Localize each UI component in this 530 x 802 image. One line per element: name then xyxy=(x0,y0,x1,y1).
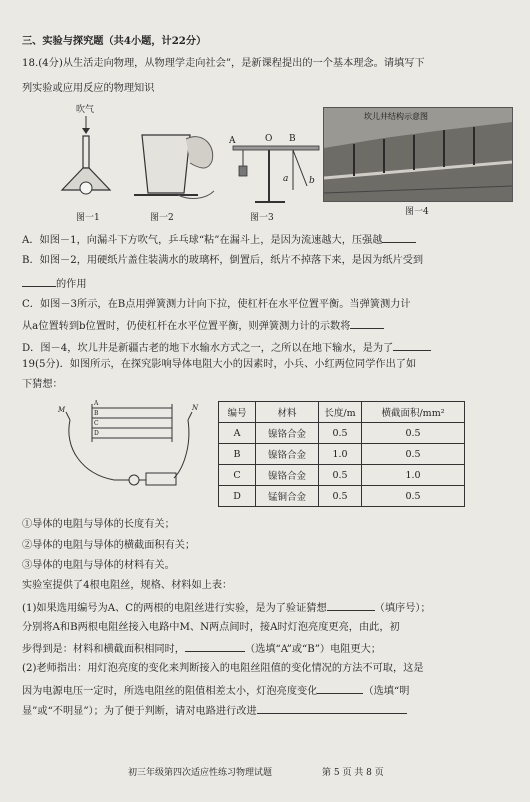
table-cell: 0.5 xyxy=(319,486,362,507)
q18-option-c-2 xyxy=(22,318,384,333)
figure-2-cup xyxy=(120,115,220,205)
q19-intro-1: 19(5分)．如图所示，在探究影响导体电阻大小的因素时，小兵、小红两位同学作出了如 xyxy=(22,359,417,370)
figure-2-caption: 图一2 xyxy=(150,213,174,223)
footer-page-number: 第 5 页 共 8 页 xyxy=(322,768,384,778)
table-cell: 0.5 xyxy=(362,486,465,507)
table-cell: 0.5 xyxy=(319,465,362,486)
table-cell: 1.0 xyxy=(362,465,465,486)
table-row xyxy=(219,465,465,486)
terminal-label-n: N xyxy=(192,404,199,412)
section-title: 三、实验与探究题（共4小题，计22分） xyxy=(22,35,207,47)
table-header: 长度/m xyxy=(319,402,362,423)
table-cell: 镍铬合金 xyxy=(256,465,319,486)
wire-label-c: C xyxy=(94,420,99,427)
q19-part1-hint: （填序号）； xyxy=(374,603,431,614)
table-header: 横截面积/mm² xyxy=(362,402,465,423)
q19-part1-line3 xyxy=(22,641,381,656)
guess-3: ③导体的电阻与导体的材料有关。 xyxy=(22,560,175,571)
table-cell: 0.5 xyxy=(319,423,362,444)
q19-part1-line2: 分别将A和B两根电阻丝接入电路中M、N两点间时，接A时灯泡亮度更亮，由此，初 xyxy=(22,622,400,633)
q18-option-b-2 xyxy=(22,276,87,291)
q18-option-d xyxy=(22,340,431,355)
lever-label-a: A xyxy=(229,136,236,146)
table-cell: 镍铬合金 xyxy=(256,444,319,465)
figure-3-lever xyxy=(225,130,325,210)
table-cell: 0.5 xyxy=(362,444,465,465)
q19-part2-line2-a: 因为电源电压一定时，所选电阻丝的阻值相差太小，灯泡亮度变化 xyxy=(22,686,318,697)
q18-intro-1: 18.(4分)从生活走向物理，从物理学走向社会”，是新课程提出的一个基本理念。请填写下 xyxy=(22,58,425,69)
resistor-spec-table xyxy=(218,401,465,507)
table-cell: 锰铜合金 xyxy=(256,486,319,507)
q19-part1-text: (1)如果选用编号为A、C的两根的电阻丝进行实验，是为了验证猜想 xyxy=(22,603,327,614)
table-cell: 镍铬合金 xyxy=(256,423,319,444)
wire-label-b: B xyxy=(94,410,99,417)
q18-option-b-2-text: 的作用 xyxy=(56,279,87,290)
q19-part2-line3 xyxy=(22,703,407,718)
table-header-row xyxy=(219,402,465,423)
table-header: 材料 xyxy=(256,402,319,423)
q19-guess-blank[interactable] xyxy=(327,600,375,611)
lever-label-pos-a: a xyxy=(283,174,289,184)
table-row xyxy=(219,444,465,465)
footer-title: 初三年级第四次适应性练习物理试题 xyxy=(128,768,273,778)
q19-brightness-blank[interactable] xyxy=(317,683,363,694)
table-header: 编号 xyxy=(219,402,256,423)
lever-label-b: B xyxy=(289,134,296,144)
q18-option-c-2-text: 从a位置转到b位置时，仍使杠杆在水平位置平衡，则弹簧测力计的示数将 xyxy=(22,321,351,332)
table-row xyxy=(219,423,465,444)
guess-2: ②导体的电阻与导体的横截面积有关； xyxy=(22,540,196,551)
figure-4-caption: 图一4 xyxy=(405,207,429,217)
table-cell: A xyxy=(219,423,256,444)
q18-d-blank[interactable] xyxy=(393,340,431,351)
q19-part2-line2 xyxy=(22,683,409,698)
q18-b-blank[interactable] xyxy=(22,276,56,287)
q18-c-blank[interactable] xyxy=(350,318,384,329)
q18-option-a-text: A．如图－1，向漏斗下方吹气，乒乓球“粘”在漏斗上，是因为流速越大，压强越 xyxy=(22,235,383,246)
lever-label-pos-b: b xyxy=(309,176,315,186)
wire-label-d: D xyxy=(94,430,99,437)
lever-label-o: O xyxy=(265,134,273,144)
table-cell: B xyxy=(219,444,256,465)
table-row xyxy=(219,486,465,507)
q18-option-d-text: D．图－4，坎儿井是新疆古老的地下水输水方式之一，之所以在地下输水，是为了 xyxy=(22,343,394,354)
table-cell: C xyxy=(219,465,256,486)
q18-intro-2: 列实验或应用反应的物理知识 xyxy=(22,83,155,94)
figure-4-title: 坎儿井结构示意图 xyxy=(364,112,428,121)
q18-option-a xyxy=(22,232,416,247)
circuit-diagram xyxy=(42,398,202,493)
figure-1-caption: 图一1 xyxy=(76,213,100,223)
q18-a-blank[interactable] xyxy=(382,232,416,243)
lab-provided: 实验室提供了4根电阻丝，规格、材料如上表： xyxy=(22,580,233,591)
q19-intro-2: 下猜想： xyxy=(22,379,63,390)
table-cell: 1.0 xyxy=(319,444,362,465)
q19-improve-blank[interactable] xyxy=(257,703,407,714)
q18-option-b-1: B．如图－2，用硬纸片盖住装满水的玻璃杯，倒置后，纸片不掉落下来，是因为纸片受到 xyxy=(22,255,424,266)
q19-part2-line1: (2)老师指出：用灯泡亮度的变化来判断接入的电阻丝阻值的变化情况的方法不可取，这是 xyxy=(22,663,424,674)
q19-part2-line3-text: 显”或“不明显”）；为了便于判断，请对电路进行改进 xyxy=(22,706,257,717)
figure-3-caption: 图一3 xyxy=(250,213,274,223)
table-cell: D xyxy=(219,486,256,507)
q18-option-c-1: C．如图－3所示，在B点用弹簧测力计向下拉，使杠杆在水平位置平衡。当弹簧测力计 xyxy=(22,299,411,310)
terminal-label-m: M xyxy=(58,406,66,414)
blow-label: 吹气 xyxy=(76,105,95,115)
figure-1-funnel xyxy=(50,102,120,202)
q19-ab-blank[interactable] xyxy=(185,641,245,652)
guess-1: ①导体的电阻与导体的长度有关； xyxy=(22,519,175,530)
figure-4-karez xyxy=(323,107,513,202)
wire-label-a: A xyxy=(94,400,99,407)
q19-part1-line3-a: 步得到是：材料和横截面积相同时， xyxy=(22,644,185,655)
table-cell: 0.5 xyxy=(362,423,465,444)
q19-part2-line2-b: （选填“明 xyxy=(363,686,410,697)
q19-part1-line3-b: （选填“A”或“B”）电阻更大； xyxy=(245,644,382,655)
q19-part1-line1 xyxy=(22,600,431,615)
